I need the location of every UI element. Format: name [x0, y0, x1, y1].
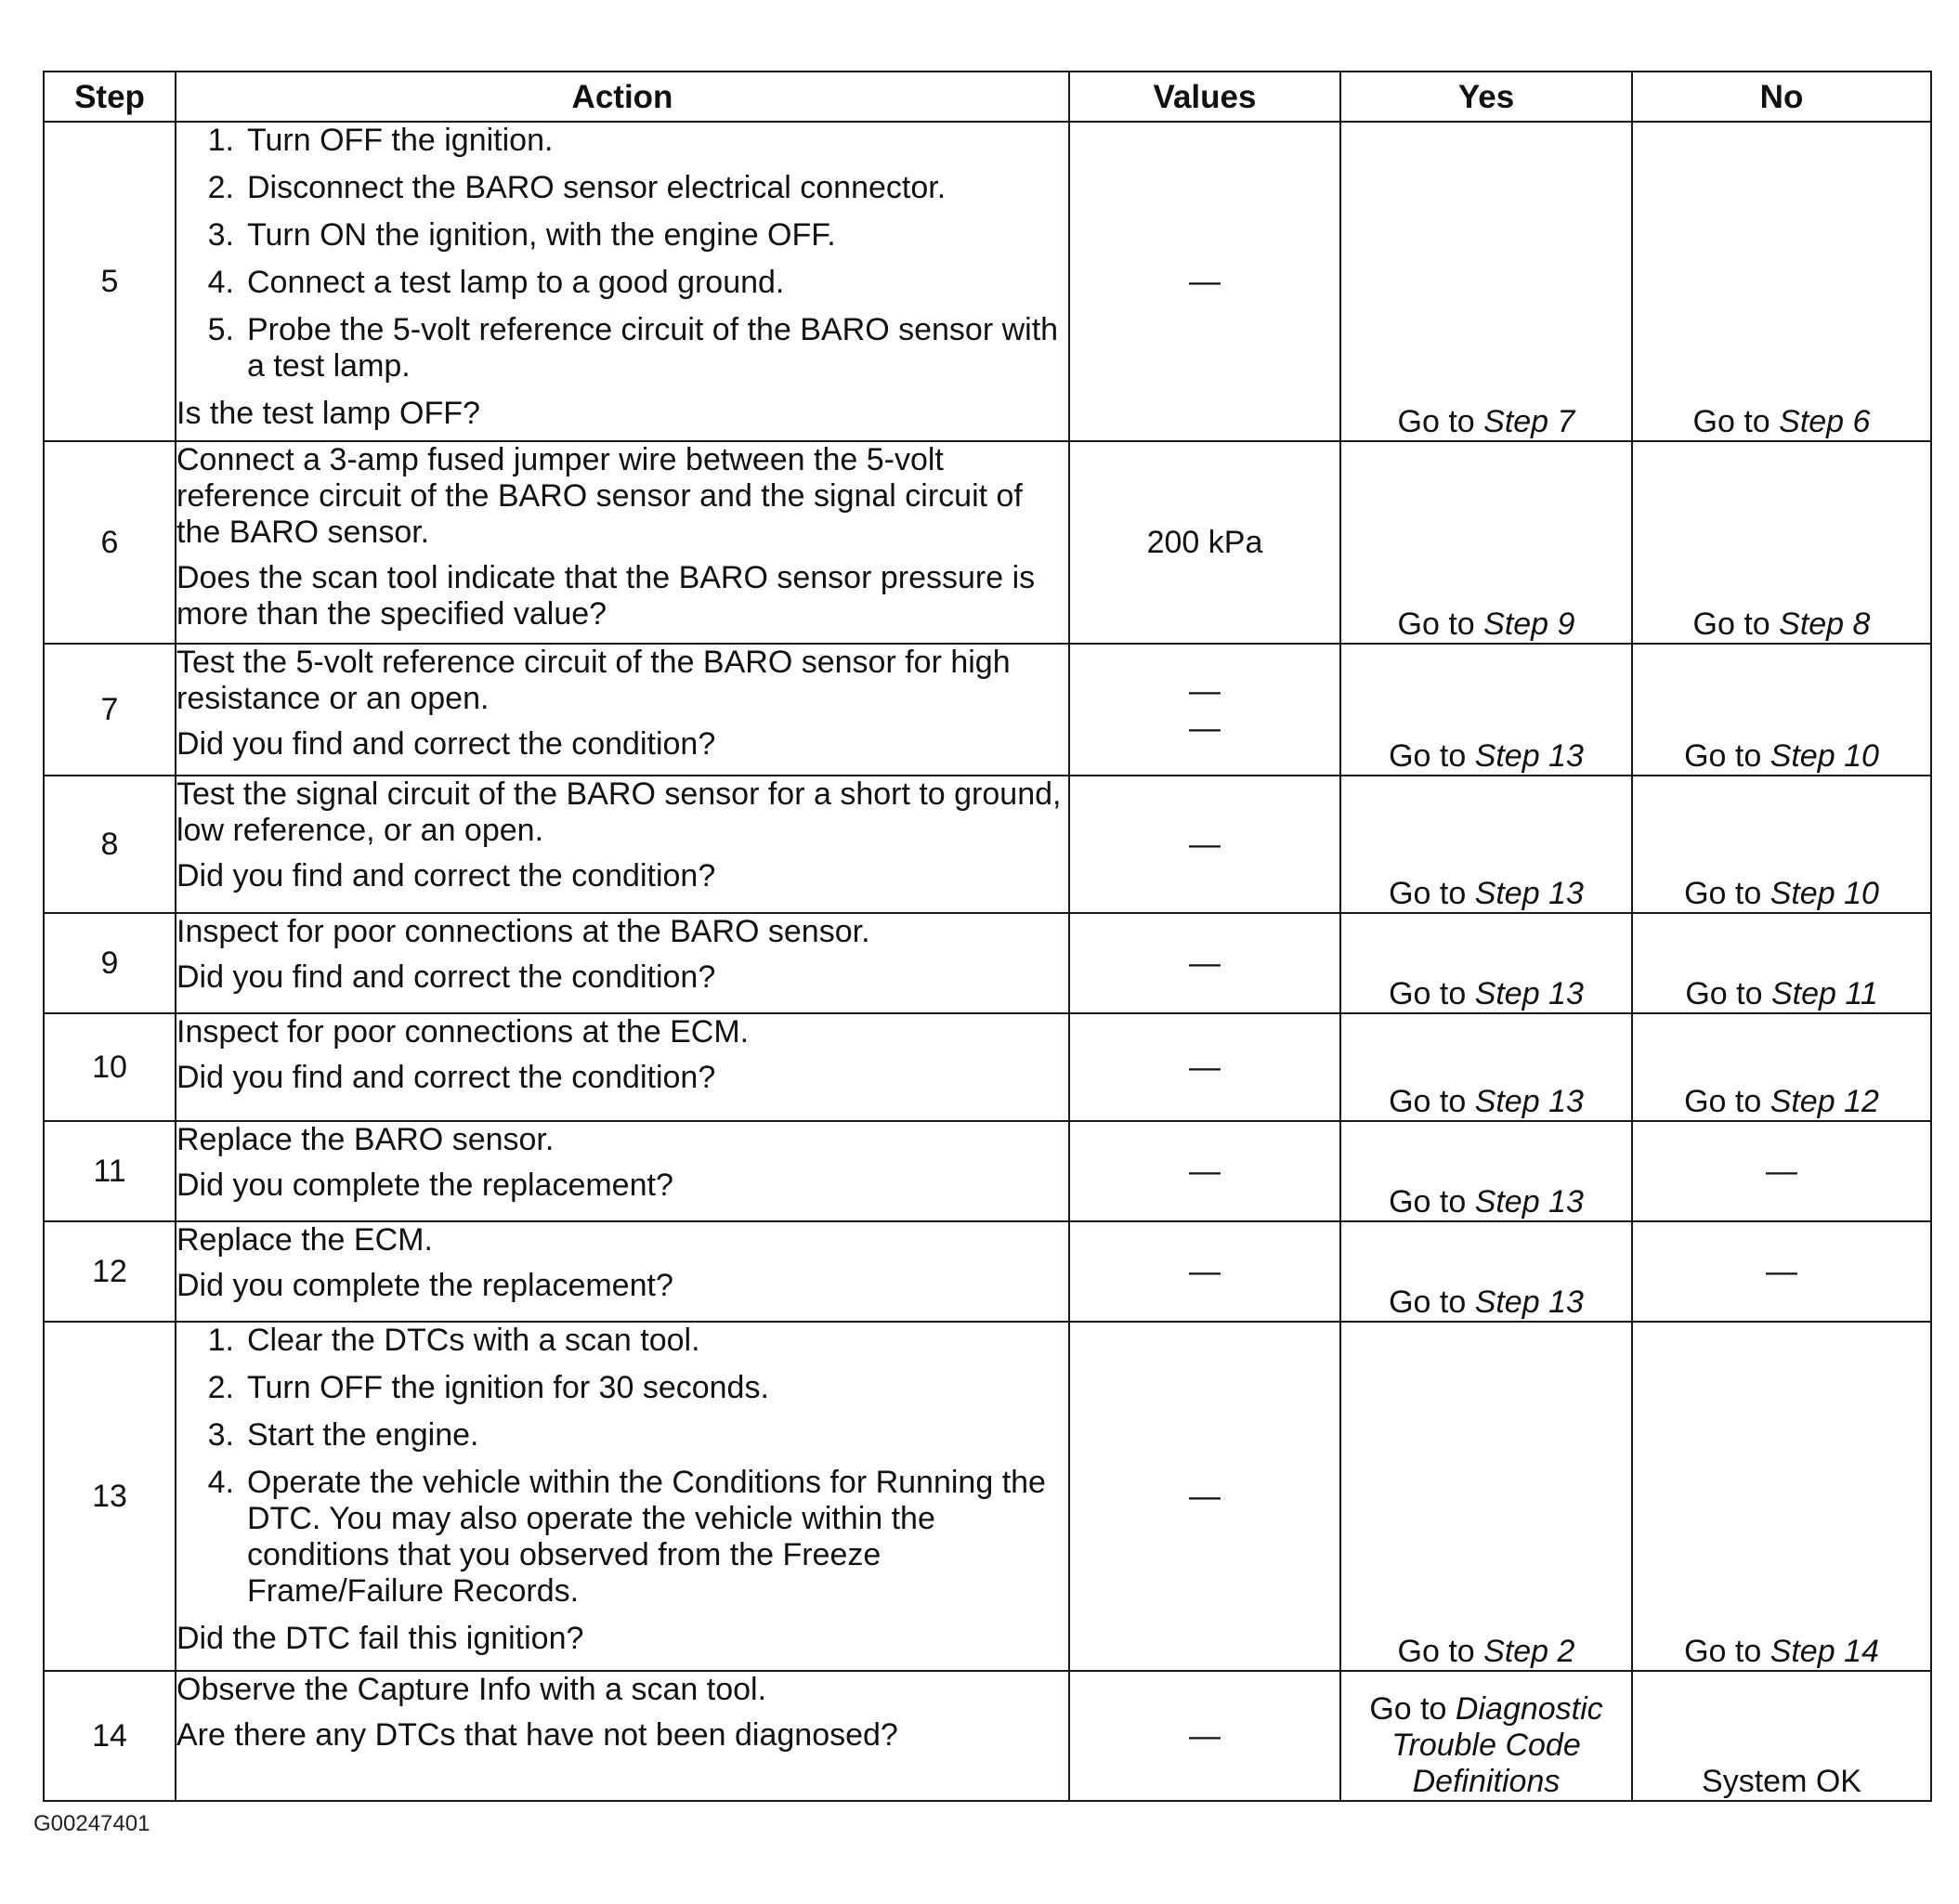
values-cell: —: [1069, 776, 1340, 913]
action-instruction: Inspect for poor connections at the ECM.: [176, 1014, 750, 1050]
procedure-item: [176, 265, 1068, 301]
values-cell: —: [1069, 1221, 1340, 1322]
table-row: [44, 776, 1931, 913]
yes-goto-step-link[interactable]: Step 7: [1483, 404, 1575, 439]
procedure-item-number: 3.: [207, 1417, 234, 1453]
values-cell: [1069, 644, 1340, 776]
step-number: 5: [44, 122, 176, 441]
procedure-item-number: 2.: [207, 1370, 234, 1405]
no-goto-step-link[interactable]: Step 14: [1770, 1634, 1879, 1669]
step-number: 14: [44, 1671, 176, 1801]
yes-goto-lead: Go to: [1389, 976, 1475, 1011]
table-body: [44, 122, 1931, 1801]
procedure-item-number: 1.: [207, 1323, 234, 1358]
no-goto-step-link[interactable]: Step 6: [1779, 404, 1871, 439]
action-question: Did you find and correct the condition?: [176, 1060, 716, 1095]
yes-cell: [1340, 122, 1632, 441]
procedure-item-number: 4.: [207, 1465, 234, 1500]
table-row: [44, 122, 1931, 441]
no-cell: [1632, 1013, 1931, 1121]
yes-cell: [1340, 1221, 1632, 1322]
no-cell: [1632, 122, 1931, 441]
yes-goto-step-link[interactable]: Step 13: [1474, 876, 1584, 911]
no-cell: [1632, 644, 1931, 776]
action-cell: [176, 644, 1069, 776]
action-instruction: Connect a 3-amp fused jumper wire between the 5-volt reference circuit of the BARO sensor and the signal circuit of the BARO sensor.: [176, 442, 1023, 550]
values-entry: —: [1189, 711, 1221, 746]
procedure-item-text: Turn OFF the ignition.: [247, 123, 554, 158]
yes-goto-step-link[interactable]: Step 9: [1483, 606, 1575, 642]
procedure-item-number: 5.: [207, 312, 234, 347]
action-instruction: Test the 5-volt reference circuit of the BARO sensor for high resistance or an open.: [176, 645, 1011, 716]
action-question: Did you complete the replacement?: [176, 1268, 673, 1303]
no-goto-step-link[interactable]: Step 8: [1779, 606, 1871, 642]
table-row: [44, 644, 1931, 776]
procedure-item-text: Turn OFF the ignition for 30 seconds.: [247, 1370, 769, 1405]
header-step: Step: [44, 72, 176, 122]
no-cell: System OK: [1632, 1671, 1931, 1801]
header-row: [44, 72, 1931, 122]
yes-cell: [1340, 441, 1632, 644]
step-number: 11: [44, 1121, 176, 1221]
action-question: Did you find and correct the condition?: [176, 959, 716, 995]
procedure-item: [176, 1417, 1068, 1454]
table-row: [44, 441, 1931, 644]
action-question: Did you find and correct the condition?: [176, 858, 716, 893]
yes-cell: [1340, 1322, 1632, 1671]
procedure-list: [176, 1323, 1068, 1610]
action-cell: [176, 1322, 1069, 1671]
yes-goto-lead: Go to: [1389, 1285, 1475, 1320]
action-question: Did the DTC fail this ignition?: [176, 1621, 584, 1656]
procedure-item: [176, 1370, 1068, 1406]
procedure-item: [176, 312, 1068, 385]
action-instruction: Replace the ECM.: [176, 1222, 433, 1258]
yes-goto-step-link[interactable]: Step 13: [1474, 1084, 1584, 1119]
yes-cell: [1340, 644, 1632, 776]
procedure-list: [176, 123, 1068, 385]
action-instruction: Observe the Capture Info with a scan tool.: [176, 1672, 767, 1707]
procedure-item-text: Clear the DTCs with a scan tool.: [247, 1323, 700, 1358]
action-instruction: Replace the BARO sensor.: [176, 1122, 555, 1157]
table-row: [44, 1221, 1931, 1322]
yes-cell: [1340, 776, 1632, 913]
action-question: Is the test lamp OFF?: [176, 396, 480, 431]
no-goto-lead: Go to: [1692, 404, 1780, 439]
procedure-item-number: 2.: [207, 170, 234, 205]
yes-goto-lead: Go to: [1389, 738, 1475, 774]
action-cell: [176, 913, 1069, 1013]
no-cell: [1632, 1322, 1931, 1671]
yes-cell: [1340, 1121, 1632, 1221]
procedure-item-text: Probe the 5-volt reference circuit of the BARO sensor with a test lamp.: [247, 312, 1059, 384]
values-stack: [1070, 672, 1339, 747]
action-cell: [176, 776, 1069, 913]
action-cell: [176, 441, 1069, 644]
no-goto-lead: Go to: [1684, 876, 1770, 911]
yes-goto-step-link[interactable]: Step 2: [1483, 1634, 1575, 1669]
header-yes: Yes: [1340, 72, 1632, 122]
table-row: [44, 1322, 1931, 1671]
values-cell: —: [1069, 1322, 1340, 1671]
no-goto-step-link[interactable]: Step 10: [1770, 876, 1879, 911]
yes-goto-step-link[interactable]: Diagnostic Trouble Code Definitions: [1391, 1691, 1603, 1799]
procedure-item-number: 3.: [207, 217, 234, 253]
procedure-item-text: Turn ON the ignition, with the engine OFF.: [247, 217, 836, 253]
procedure-item-text: Start the engine.: [247, 1417, 479, 1453]
yes-goto-lead: Go to: [1369, 1691, 1456, 1727]
table-row: [44, 1121, 1931, 1221]
procedure-item: [176, 217, 1068, 254]
no-cell: [1632, 776, 1931, 913]
values-cell: —: [1069, 122, 1340, 441]
table-row: [44, 1671, 1931, 1801]
no-goto-step-link[interactable]: Step 11: [1770, 976, 1878, 1011]
no-cell: [1632, 913, 1931, 1013]
procedure-item-text: Connect a test lamp to a good ground.: [247, 265, 785, 300]
header-action: Action: [176, 72, 1069, 122]
no-goto-step-link[interactable]: Step 10: [1770, 738, 1879, 774]
yes-goto-lead: Go to: [1389, 1084, 1475, 1119]
procedure-item-number: 4.: [207, 265, 234, 300]
no-cell: —: [1632, 1121, 1931, 1221]
action-instruction: Test the signal circuit of the BARO sensor for a short to ground, low reference, or an open.: [176, 776, 1062, 848]
values-cell: —: [1069, 913, 1340, 1013]
action-question: Are there any DTCs that have not been diagnosed?: [176, 1717, 898, 1753]
action-cell: [176, 1121, 1069, 1221]
step-number: 13: [44, 1322, 176, 1671]
yes-goto-lead: Go to: [1397, 404, 1484, 439]
yes-cell: [1340, 1013, 1632, 1121]
yes-goto-lead: Go to: [1389, 876, 1475, 911]
header-values: Values: [1069, 72, 1340, 122]
values-entry: —: [1189, 673, 1221, 709]
step-number: 6: [44, 441, 176, 644]
procedure-item-text: Operate the vehicle within the Conditions for Running the DTC. You may also operate the vehicle within the conditions that you observed from the Freeze Frame/Failure Records.: [247, 1465, 1046, 1609]
values-cell: —: [1069, 1013, 1340, 1121]
yes-cell: [1340, 913, 1632, 1013]
yes-goto-step-link[interactable]: Step 13: [1474, 976, 1584, 1011]
yes-goto-lead: Go to: [1397, 1634, 1484, 1669]
step-number: 9: [44, 913, 176, 1013]
values-cell: —: [1069, 1671, 1340, 1801]
values-cell: 200 kPa: [1069, 441, 1340, 644]
figure-id: G00247401: [33, 1811, 150, 1836]
no-goto-lead: Go to: [1684, 1634, 1770, 1669]
action-question: Does the scan tool indicate that the BARO sensor pressure is more than the specified value?: [176, 560, 1036, 632]
action-instruction: Inspect for poor connections at the BARO sensor.: [176, 914, 870, 949]
no-goto-lead: Go to: [1684, 738, 1770, 774]
procedure-item: [176, 123, 1068, 159]
yes-cell: [1340, 1671, 1632, 1801]
action-cell: [176, 1221, 1069, 1322]
diagnostic-table: [43, 71, 1932, 1802]
action-cell: [176, 122, 1069, 441]
procedure-item-number: 1.: [207, 123, 234, 158]
yes-goto-lead: Go to: [1397, 606, 1484, 642]
step-number: 7: [44, 644, 176, 776]
procedure-item: [176, 1323, 1068, 1359]
action-cell: [176, 1671, 1069, 1801]
step-number: 8: [44, 776, 176, 913]
yes-goto-step-link[interactable]: Step 13: [1474, 1285, 1584, 1320]
action-question: Did you find and correct the condition?: [176, 726, 716, 762]
header-no: No: [1632, 72, 1931, 122]
procedure-item: [176, 170, 1068, 206]
table-row: [44, 1013, 1931, 1121]
yes-goto-lead: Go to: [1389, 1184, 1475, 1219]
no-cell: [1632, 441, 1931, 644]
yes-goto-step-link[interactable]: Step 13: [1474, 1184, 1584, 1219]
no-goto-step-link[interactable]: Step 12: [1770, 1084, 1879, 1119]
yes-goto-step-link[interactable]: Step 13: [1474, 738, 1584, 774]
no-goto-lead: Go to: [1692, 606, 1780, 642]
procedure-item: [176, 1465, 1068, 1610]
action-cell: [176, 1013, 1069, 1121]
no-goto-lead: Go to: [1684, 1084, 1770, 1119]
procedure-item-text: Disconnect the BARO sensor electrical connector.: [247, 170, 947, 205]
step-number: 10: [44, 1013, 176, 1121]
table-row: [44, 913, 1931, 1013]
step-number: 12: [44, 1221, 176, 1322]
action-question: Did you complete the replacement?: [176, 1167, 673, 1203]
no-cell: —: [1632, 1221, 1931, 1322]
values-cell: —: [1069, 1121, 1340, 1221]
no-goto-lead: Go to: [1685, 976, 1771, 1011]
